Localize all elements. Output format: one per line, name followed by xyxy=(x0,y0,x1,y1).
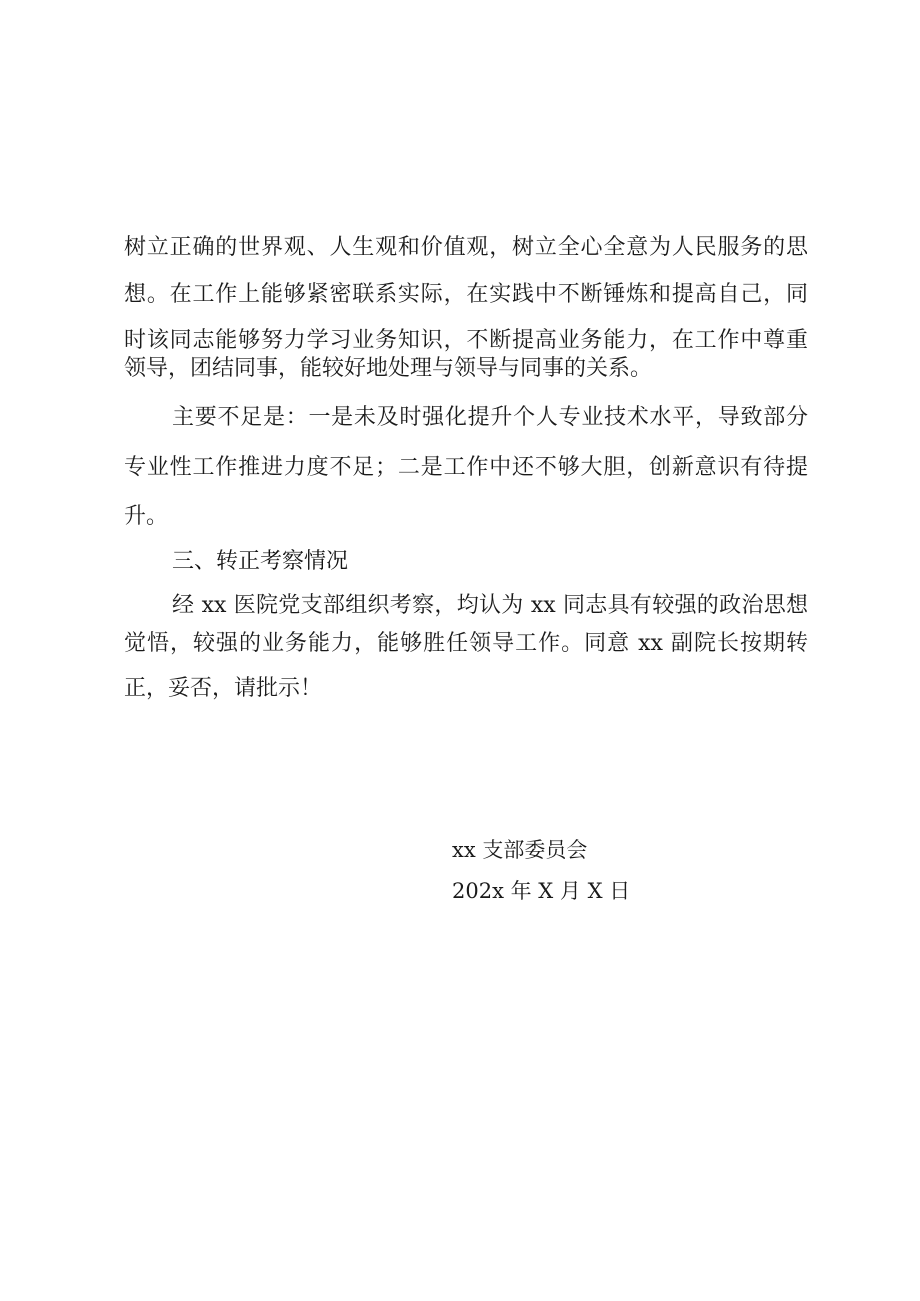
paragraph-line: 主要不足是：一是未及时强化提升个人专业技术水平，导致部分 xyxy=(172,405,808,430)
section-heading: 三、转正考察情况 xyxy=(172,549,349,574)
signature-org: xx 支部委员会 xyxy=(452,838,588,862)
paragraph-line: 升。 xyxy=(124,504,169,529)
paragraph-line: 时该同志能够努力学习业务知识，不断提高业务能力，在工作中尊重 xyxy=(124,328,808,353)
paragraph-line: 想。在工作上能够紧密联系实际，在实践中不断锤炼和提高自己，同 xyxy=(124,282,808,307)
paragraph-line: 专业性工作推进力度不足；二是工作中还不够大胆，创新意识有待提 xyxy=(124,455,808,480)
paragraph-line: 树立正确的世界观、人生观和价值观，树立全心全意为人民服务的思 xyxy=(124,235,808,260)
signature-date: 202x 年 X 月 X 日 xyxy=(452,879,631,903)
paragraph-line: 领导，团结同事，能较好地处理与领导与同事的关系。 xyxy=(124,356,653,381)
paragraph-line: 觉悟，较强的业务能力，能够胜任领导工作。同意 xx 副院长按期转 xyxy=(124,631,808,656)
paragraph-line: 经 xx 医院党支部组织考察，均认为 xx 同志具有较强的政治思想 xyxy=(172,593,808,618)
paragraph-line: 正，妥否，请批示！ xyxy=(124,676,323,701)
